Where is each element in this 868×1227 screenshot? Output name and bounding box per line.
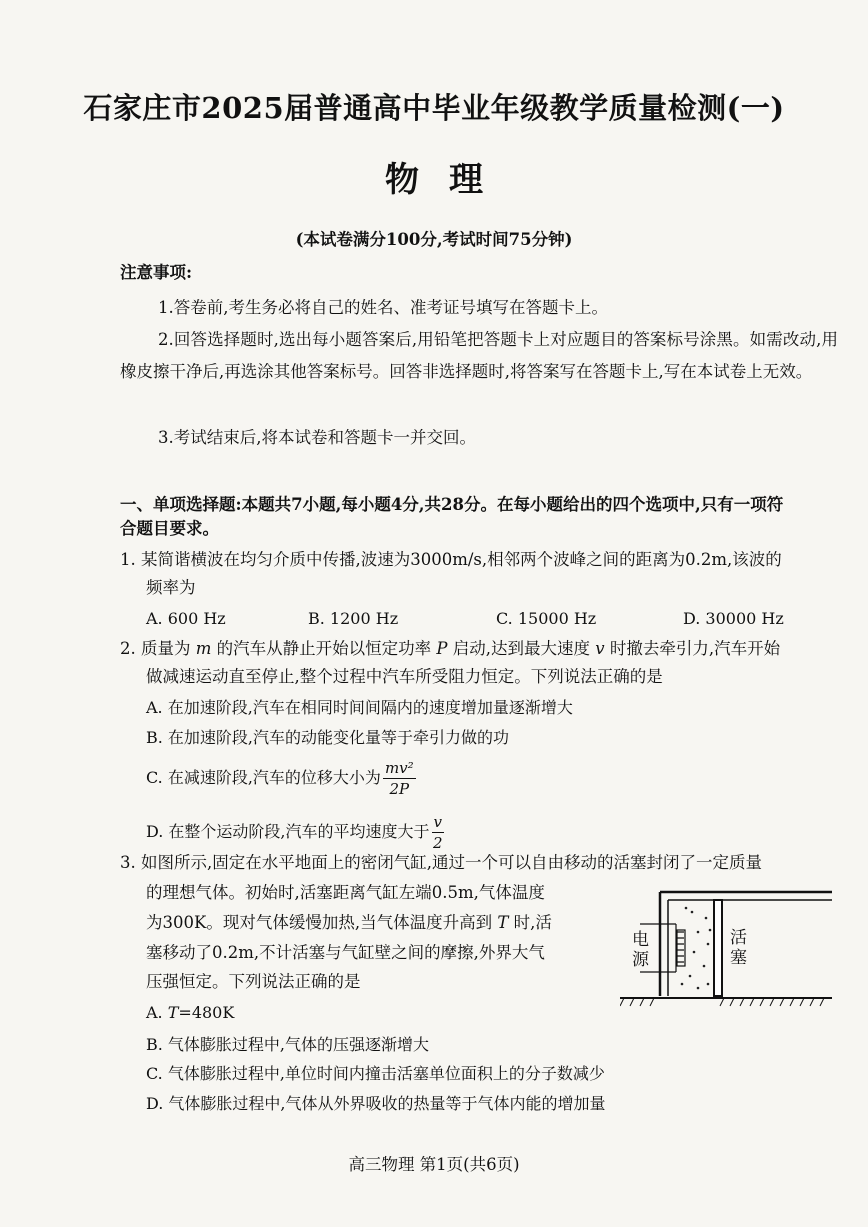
q3-option-a-var: T — [167, 1003, 179, 1022]
q2-option-c-text: C. 在减速阶段,汽车的位移大小为 — [146, 768, 381, 787]
section-heading: 一、单项选择题:本题共7小题,每小题4分,共28分。在每小题给出的四个选项中,只有一项符 — [120, 495, 784, 514]
notice-heading: 注意事项: — [120, 263, 193, 282]
section-heading-cont: 合题目要求。 — [120, 519, 219, 538]
q3-option-a-value: =480K — [178, 1003, 235, 1022]
fraction-numerator: v — [433, 813, 443, 831]
page-footer: 高三物理 第1页(共6页) — [348, 1155, 520, 1174]
piston — [714, 900, 722, 996]
question-3-stem-l4: 塞移动了0.2m,不计活塞与气缸壁之间的摩擦,外界大气 — [146, 943, 545, 962]
q2-var-m: m — [195, 639, 212, 658]
question-1-option-a: A. 600 Hz — [146, 609, 226, 628]
q3-text-a: 为300K。现对气体缓慢加热,当气体温度升高到 — [146, 913, 498, 932]
question-2-option-b: B. 在加速阶段,汽车的动能变化量等于牵引力做的功 — [146, 728, 510, 747]
question-3-option-c: C. 气体膨胀过程中,单位时间内撞击活塞单位面积上的分子数减少 — [146, 1064, 605, 1083]
ground-hatch — [620, 998, 824, 1006]
fraction-numerator: mv² — [384, 759, 414, 777]
question-3-option-d: D. 气体膨胀过程中,气体从外界吸收的热量等于气体内能的增加量 — [146, 1094, 606, 1113]
q3-option-a-prefix: A. — [146, 1003, 168, 1022]
piston-label: 活塞 — [730, 928, 747, 968]
question-1-stem: 1. 某简谐横波在均匀介质中传播,波速为3000m/s,相邻两个波峰之间的距离为0.2m,该波的 — [120, 550, 782, 569]
question-2-stem-cont: 做减速运动直至停止,整个过程中汽车所受阻力恒定。下列说法正确的是 — [146, 667, 663, 686]
fraction-denominator: 2P — [389, 780, 410, 798]
fraction-denominator: 2 — [433, 834, 443, 852]
q2-text-d: 时撤去牵引力,汽车开始 — [604, 639, 781, 658]
q2-option-d-text: D. 在整个运动阶段,汽车的平均速度大于 — [146, 822, 430, 841]
q3-var-t: T — [497, 913, 509, 932]
question-3-option-b: B. 气体膨胀过程中,气体的压强逐渐增大 — [146, 1035, 430, 1054]
q2-text-c: 启动,达到最大速度 — [447, 639, 596, 658]
q2-text-b: 的汽车从静止开始以恒定功率 — [211, 639, 437, 658]
question-2-option-c — [146, 758, 416, 799]
question-1-option-c: C. 15000 Hz — [496, 609, 597, 628]
notice-item-2: 2.回答选择题时,选出每小题答案后,用铅笔把答题卡上对应题目的答案标号涂黑。如需改动,用橡皮擦干净后,再选涂其他答案标号。回答非选择题时,将答案写在答题卡上,写在本试卷上无效。 — [120, 330, 838, 381]
question-2-stem — [120, 634, 780, 664]
q2-var-v: v — [595, 639, 605, 658]
exam-title: 石家庄市2025届普通高中毕业年级教学质量检测(一) — [83, 91, 785, 125]
subject-title: 物理 — [385, 160, 513, 200]
question-1-stem-cont: 频率为 — [146, 578, 196, 597]
question-3-stem-l2: 的理想气体。初始时,活塞距离气缸左端0.5m,气体温度 — [146, 883, 545, 902]
question-3-stem-l5: 压强恒定。下列说法正确的是 — [146, 972, 361, 991]
q2-var-p: P — [436, 639, 448, 658]
question-1-option-d: D. 30000 Hz — [683, 609, 784, 628]
notice-item-3: 3.考试结束后,将本试卷和答题卡一并交回。 — [158, 428, 476, 447]
question-2-option-d — [146, 812, 444, 853]
power-source-label: 电源 — [632, 930, 649, 970]
question-1-option-b: B. 1200 Hz — [308, 609, 399, 628]
q2-option-c-fraction — [383, 758, 416, 799]
score-note: (本试卷满分100分,考试时间75分钟) — [295, 230, 573, 249]
cylinder-diagram — [620, 888, 840, 1017]
q3-text-b: 时,活 — [508, 913, 552, 932]
question-2-option-a: A. 在加速阶段,汽车在相同时间间隔内的速度增加量逐渐增大 — [146, 698, 573, 717]
question-3-stem-l3 — [146, 908, 552, 938]
q2-option-d-fraction — [432, 812, 444, 853]
q2-text-a: 2. 质量为 — [120, 639, 196, 658]
question-3-option-a — [146, 1003, 234, 1022]
notice-item-1: 1.答卷前,考生务必将自己的姓名、准考证号填写在答题卡上。 — [158, 298, 608, 317]
question-3-stem: 3. 如图所示,固定在水平地面上的密闭气缸,通过一个可以自由移动的活塞封闭了一定质量 — [120, 853, 762, 872]
